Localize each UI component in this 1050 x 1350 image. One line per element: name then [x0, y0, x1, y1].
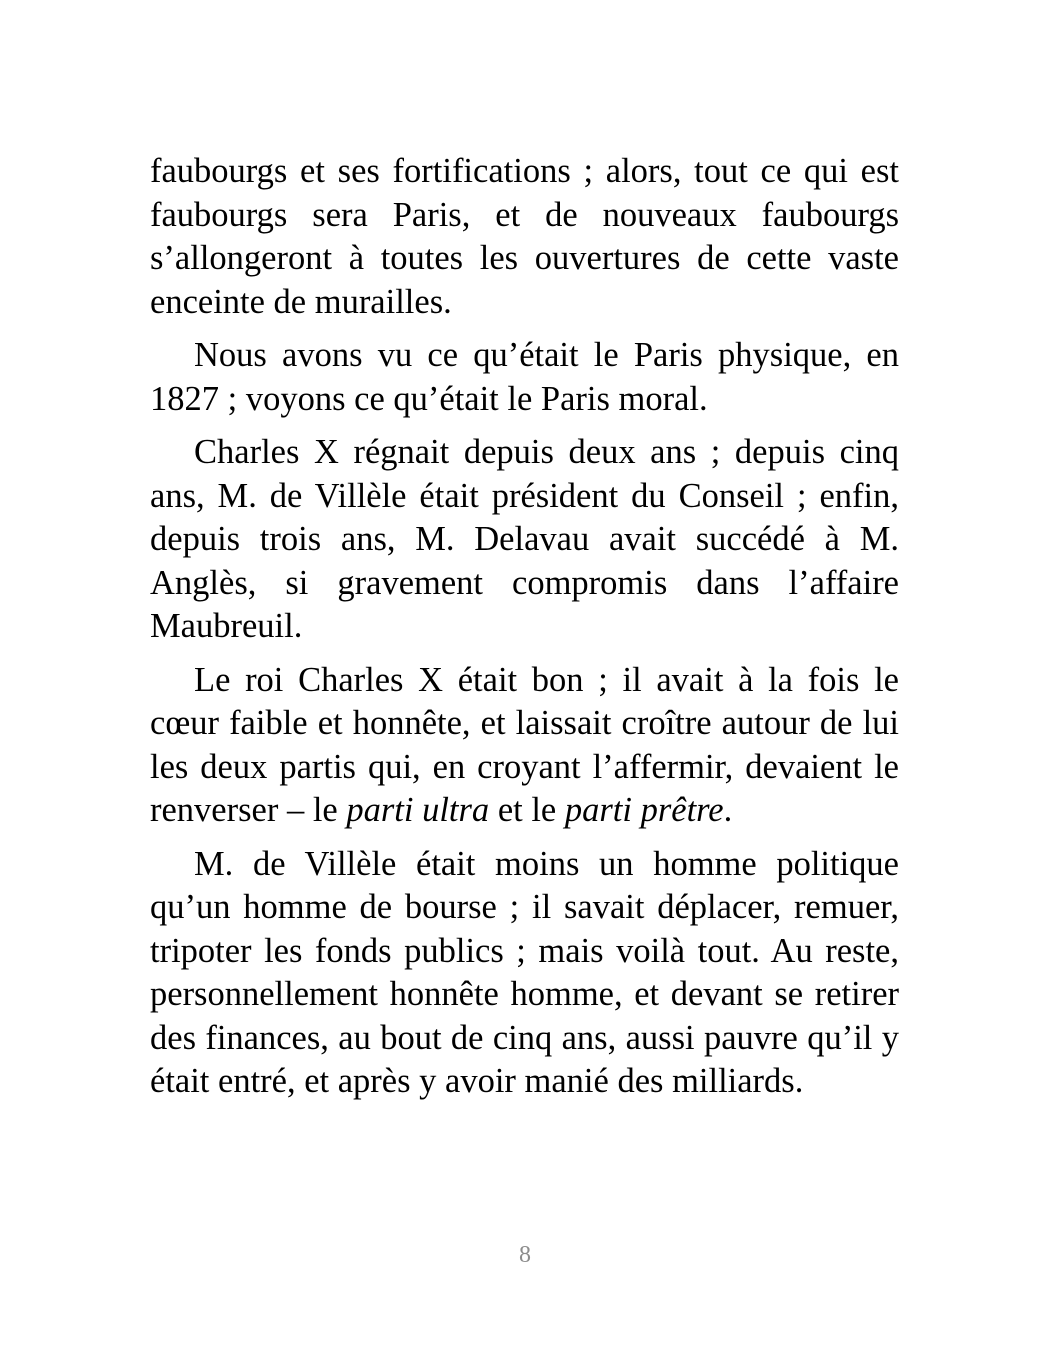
- paragraph-1: [150, 150, 899, 324]
- paragraph-4: [150, 659, 899, 833]
- paragraph-1-text: faubourgs et ses fortifications ; alors, tout ce qui est faubourgs sera Paris, et de nouveaux faubourgs s’allongeront à toutes les ouvertures de cette vaste enceinte de murailles.: [150, 152, 899, 321]
- paragraph-4-connector: et le: [489, 791, 565, 829]
- paragraph-2-text: Nous avons vu ce qu’était le Paris physique, en 1827 ; voyons ce qu’était le Paris moral.: [150, 336, 899, 418]
- paragraph-2: [150, 334, 899, 421]
- paragraph-3: [150, 431, 899, 649]
- paragraph-5: [150, 843, 899, 1104]
- page-number: 8: [519, 1242, 531, 1268]
- paragraph-5-text: M. de Villèle était moins un homme politique qu’un homme de bourse ; il savait déplacer, remuer, tripoter les fonds publics ; mais voilà tout. Au reste, personnellement honnête homme, et devant se retirer des finances, au bout de cinq ans, aussi pauvre qu’il y était entré, et après y avoir manié des milliards.: [150, 844, 899, 1100]
- italic-term-parti-pretre: parti prêtre: [564, 791, 724, 829]
- paragraph-3-text: Charles X régnait depuis deux ans ; depuis cinq ans, M. de Villèle était président du Conseil ; enfin, depuis trois ans, M. Delavau avait succédé à M. Anglès, si gravement compromis dans l’affaire Maubreuil.: [150, 433, 899, 645]
- paragraph-4-text: Le roi Charles X était bon ; il avait à la fois le cœur faible et honnête, et laissait croître autour de lui les deux partis qui, en croyant l’affermir, devaient le renverser – le: [150, 660, 899, 829]
- paragraph-4-end: .: [723, 791, 733, 829]
- page-body: [150, 150, 899, 1114]
- italic-term-parti-ultra: parti ultra: [346, 791, 490, 829]
